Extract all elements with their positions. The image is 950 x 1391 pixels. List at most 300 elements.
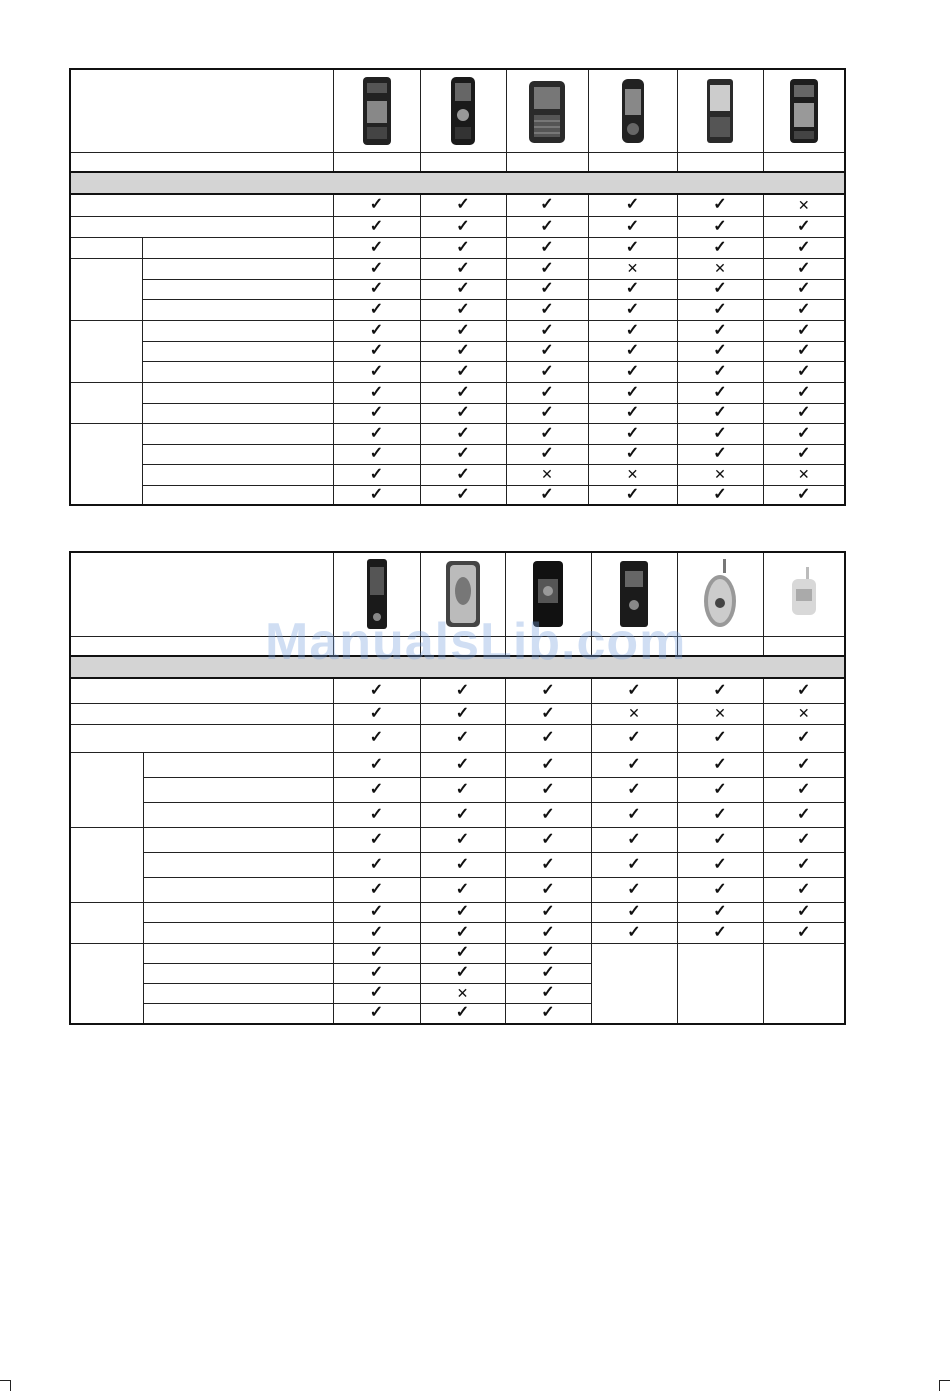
name-row-label — [70, 152, 333, 172]
mark-cell — [591, 852, 677, 877]
mark-cell — [677, 877, 763, 902]
mark-cell — [763, 485, 845, 505]
check-mark-icon: ✓ — [797, 830, 811, 848]
check-mark-icon: ✓ — [797, 280, 811, 297]
mark-cell — [588, 464, 677, 485]
phone-thumbnail-cell — [591, 552, 677, 636]
mark-cell — [763, 827, 845, 852]
check-mark-icon: ✓ — [797, 383, 811, 401]
mark-cell — [588, 320, 677, 341]
check-mark-icon: ✓ — [625, 217, 640, 235]
feature-label — [143, 852, 333, 877]
flip-phone-dark-icon — [614, 557, 654, 631]
feature-label — [70, 703, 333, 724]
phone-thumbnail-cell — [333, 69, 420, 152]
check-mark-icon: ✓ — [625, 424, 640, 442]
check-mark-icon: ✓ — [625, 280, 640, 297]
check-mark-icon: ✓ — [540, 383, 554, 401]
mark-cell — [333, 1003, 420, 1024]
cross-mark-icon: ✕ — [797, 196, 810, 213]
crop-mark — [939, 1380, 950, 1391]
check-mark-icon: ✓ — [541, 704, 555, 722]
phone-name-cell — [506, 152, 588, 172]
feature-label — [142, 464, 333, 485]
check-mark-icon: ✓ — [369, 362, 384, 380]
check-mark-icon: ✓ — [797, 903, 811, 920]
check-mark-icon: ✓ — [456, 485, 470, 503]
mark-cell — [420, 216, 506, 237]
mark-cell — [420, 963, 505, 983]
mark-cell — [333, 963, 420, 983]
cross-mark-icon: ✕ — [797, 705, 810, 721]
check-mark-icon: ✓ — [456, 280, 470, 297]
check-mark-icon: ✓ — [541, 729, 555, 746]
mark-cell — [763, 678, 845, 703]
check-mark-icon: ✓ — [369, 424, 384, 442]
check-mark-icon: ✓ — [627, 780, 641, 798]
mark-cell — [505, 877, 591, 902]
feature-label — [142, 299, 333, 320]
mark-cell — [420, 943, 505, 963]
mark-cell — [588, 485, 677, 505]
name-row-label — [70, 636, 333, 656]
flip-phone-dark-icon — [784, 75, 824, 147]
mark-cell — [588, 237, 677, 258]
crop-mark — [0, 1380, 11, 1391]
cross-mark-icon: ✕ — [797, 466, 810, 482]
check-mark-icon: ✓ — [369, 805, 384, 823]
mark-cell — [420, 802, 505, 827]
check-mark-icon: ✓ — [455, 1004, 470, 1022]
mark-cell — [420, 485, 506, 505]
check-mark-icon: ✓ — [369, 465, 384, 483]
group-label — [70, 943, 143, 1024]
check-mark-icon: ✓ — [369, 383, 384, 401]
mark-cell — [677, 320, 763, 341]
check-mark-icon: ✓ — [713, 362, 727, 380]
mark-cell — [506, 403, 588, 423]
mark-cell — [506, 194, 588, 216]
check-mark-icon: ✓ — [713, 681, 727, 699]
check-mark-icon: ✓ — [627, 830, 641, 848]
check-mark-icon: ✓ — [713, 923, 727, 941]
check-mark-icon: ✓ — [627, 681, 641, 699]
check-mark-icon: ✓ — [456, 383, 470, 401]
flip-phone-dark-icon — [357, 75, 397, 147]
check-mark-icon: ✓ — [797, 729, 811, 746]
mark-cell — [420, 902, 505, 922]
mark-cell — [333, 777, 420, 802]
mark-cell — [588, 194, 677, 216]
feature-label — [142, 485, 333, 505]
mark-cell — [588, 279, 677, 299]
check-mark-icon: ✓ — [456, 404, 470, 421]
empty-merged-cell — [763, 943, 845, 1024]
mark-cell — [677, 902, 763, 922]
empty-merged-cell — [677, 943, 763, 1024]
check-mark-icon: ✓ — [540, 424, 554, 442]
check-mark-icon: ✓ — [455, 964, 470, 981]
check-mark-icon: ✓ — [541, 880, 555, 898]
mark-cell — [505, 963, 591, 983]
mark-cell — [763, 902, 845, 922]
mark-cell — [763, 852, 845, 877]
check-mark-icon: ✓ — [456, 362, 470, 380]
check-mark-icon: ✓ — [369, 196, 384, 214]
group-label — [70, 902, 143, 943]
group-label — [70, 423, 142, 505]
mark-cell — [420, 777, 505, 802]
check-mark-icon: ✓ — [369, 729, 384, 746]
mark-cell — [763, 299, 845, 320]
mark-cell — [420, 724, 505, 752]
check-mark-icon: ✓ — [456, 238, 470, 256]
check-mark-icon: ✓ — [369, 964, 384, 981]
check-mark-icon: ✓ — [369, 238, 384, 256]
check-mark-icon: ✓ — [369, 923, 384, 941]
mark-cell — [333, 444, 420, 464]
check-mark-icon: ✓ — [541, 944, 555, 961]
mark-cell — [333, 299, 420, 320]
check-mark-icon: ✓ — [713, 217, 727, 235]
mark-cell — [763, 724, 845, 752]
feature-label — [70, 724, 333, 752]
mark-cell — [333, 403, 420, 423]
mark-cell — [333, 852, 420, 877]
feature-label — [143, 943, 333, 963]
check-mark-icon: ✓ — [797, 923, 811, 941]
mark-cell — [588, 258, 677, 279]
mark-cell — [763, 403, 845, 423]
phone-thumbnail-cell — [588, 69, 677, 152]
mark-cell — [333, 827, 420, 852]
mark-cell — [677, 724, 763, 752]
check-mark-icon: ✓ — [456, 217, 470, 235]
feature-label — [142, 361, 333, 382]
check-mark-icon: ✓ — [627, 729, 641, 746]
phone-thumbnail-cell — [420, 552, 505, 636]
cross-mark-icon: ✕ — [626, 466, 639, 482]
check-mark-icon: ✓ — [797, 362, 811, 380]
mark-cell — [763, 382, 845, 403]
check-mark-icon: ✓ — [541, 855, 555, 873]
check-mark-icon: ✓ — [713, 880, 727, 898]
mark-cell — [505, 777, 591, 802]
feature-label — [143, 752, 333, 777]
mark-cell — [333, 279, 420, 299]
mark-cell — [333, 678, 420, 703]
mark-cell — [677, 464, 763, 485]
mark-cell — [505, 902, 591, 922]
feature-label — [142, 320, 333, 341]
check-mark-icon: ✓ — [455, 729, 470, 746]
mark-cell — [420, 361, 506, 382]
feature-label — [142, 403, 333, 423]
mark-cell — [506, 485, 588, 505]
phone-thumbnail-cell — [677, 552, 763, 636]
check-mark-icon: ✓ — [625, 445, 640, 462]
mark-cell — [588, 299, 677, 320]
cross-mark-icon: ✕ — [714, 466, 726, 482]
mark-cell — [588, 403, 677, 423]
mark-cell — [333, 258, 420, 279]
check-mark-icon: ✓ — [797, 217, 811, 235]
mark-cell — [333, 423, 420, 444]
mark-cell — [420, 1003, 505, 1024]
group-label — [70, 827, 143, 902]
mark-cell — [505, 827, 591, 852]
check-mark-icon: ✓ — [713, 855, 727, 873]
check-mark-icon: ✓ — [540, 259, 554, 277]
group-label — [70, 752, 143, 827]
section-band — [70, 172, 845, 194]
mark-cell — [677, 361, 763, 382]
feature-label — [142, 444, 333, 464]
mark-cell — [763, 752, 845, 777]
mark-cell — [588, 423, 677, 444]
mark-cell — [591, 777, 677, 802]
check-mark-icon: ✓ — [627, 755, 641, 773]
phone-thumbnail-cell — [677, 69, 763, 152]
check-mark-icon: ✓ — [455, 780, 470, 798]
mark-cell — [505, 1003, 591, 1024]
cross-mark-icon: ✕ — [714, 705, 726, 721]
mark-cell — [333, 237, 420, 258]
check-mark-icon: ✓ — [540, 238, 554, 256]
mark-cell — [763, 194, 845, 216]
check-mark-icon: ✓ — [455, 903, 470, 920]
check-mark-icon: ✓ — [541, 1004, 555, 1022]
phone-name-cell — [763, 152, 845, 172]
check-mark-icon: ✓ — [797, 342, 811, 359]
mark-cell — [677, 423, 763, 444]
mark-cell — [677, 752, 763, 777]
mark-cell — [333, 724, 420, 752]
mark-cell — [505, 922, 591, 943]
mark-cell — [677, 341, 763, 361]
section-band — [70, 656, 845, 678]
mark-cell — [420, 678, 505, 703]
check-mark-icon: ✓ — [797, 855, 811, 873]
mark-cell — [591, 922, 677, 943]
check-mark-icon: ✓ — [797, 238, 811, 256]
mark-cell — [677, 777, 763, 802]
mark-cell — [591, 827, 677, 852]
phone-thumbnail-cell — [763, 552, 845, 636]
phone-thumbnail-cell — [763, 69, 845, 152]
check-mark-icon: ✓ — [541, 805, 555, 823]
mark-cell — [506, 464, 588, 485]
mark-cell — [677, 802, 763, 827]
check-mark-icon: ✓ — [797, 259, 811, 277]
candybar-phone-icon — [443, 75, 483, 147]
feature-label — [143, 902, 333, 922]
mark-cell — [505, 802, 591, 827]
header-blank-cell — [70, 552, 333, 636]
check-mark-icon: ✓ — [369, 830, 384, 848]
check-mark-icon: ✓ — [713, 342, 727, 359]
phone-name-cell — [591, 636, 677, 656]
mark-cell — [420, 464, 506, 485]
mark-cell — [333, 752, 420, 777]
group-label — [70, 258, 142, 320]
mark-cell — [420, 922, 505, 943]
check-mark-icon: ✓ — [540, 342, 554, 359]
mark-cell — [420, 341, 506, 361]
mark-cell — [333, 464, 420, 485]
check-mark-icon: ✓ — [369, 984, 384, 1001]
check-mark-icon: ✓ — [540, 485, 554, 503]
mark-cell — [505, 943, 591, 963]
check-mark-icon: ✓ — [456, 321, 470, 339]
mark-cell — [333, 361, 420, 382]
check-mark-icon: ✓ — [713, 445, 727, 462]
mark-cell — [591, 877, 677, 902]
mark-cell — [505, 703, 591, 724]
check-mark-icon: ✓ — [369, 259, 384, 277]
check-mark-icon: ✓ — [369, 445, 384, 462]
check-mark-icon: ✓ — [455, 704, 470, 722]
mark-cell — [763, 464, 845, 485]
group-label — [70, 382, 142, 423]
cross-mark-icon: ✕ — [626, 260, 639, 276]
check-mark-icon: ✓ — [797, 300, 811, 318]
check-mark-icon: ✓ — [369, 681, 384, 699]
mark-cell — [506, 382, 588, 403]
check-mark-icon: ✓ — [456, 465, 470, 483]
check-mark-icon: ✓ — [455, 855, 470, 873]
mark-cell — [591, 752, 677, 777]
mark-cell — [763, 877, 845, 902]
phone-thumbnail-cell — [505, 552, 591, 636]
mark-cell — [333, 216, 420, 237]
feature-label — [143, 922, 333, 943]
mark-cell — [420, 320, 506, 341]
mark-cell — [591, 703, 677, 724]
mark-cell — [333, 194, 420, 216]
mark-cell — [506, 237, 588, 258]
mark-cell — [506, 299, 588, 320]
check-mark-icon: ✓ — [369, 321, 384, 339]
check-mark-icon: ✓ — [797, 755, 811, 773]
check-mark-icon: ✓ — [713, 196, 727, 214]
mark-cell — [591, 678, 677, 703]
mark-cell — [763, 444, 845, 464]
feature-label — [142, 341, 333, 361]
mark-cell — [677, 258, 763, 279]
check-mark-icon: ✓ — [713, 729, 727, 746]
check-mark-icon: ✓ — [369, 300, 384, 318]
mark-cell — [677, 237, 763, 258]
mark-cell — [333, 877, 420, 902]
phone-name-cell — [763, 636, 845, 656]
mark-cell — [591, 902, 677, 922]
check-mark-icon: ✓ — [797, 321, 811, 339]
check-mark-icon: ✓ — [541, 984, 555, 1001]
check-mark-icon: ✓ — [625, 342, 640, 359]
pda-phone-icon — [700, 75, 740, 147]
mark-cell — [506, 341, 588, 361]
check-mark-icon: ✓ — [369, 780, 384, 798]
check-mark-icon: ✓ — [455, 880, 470, 898]
check-mark-icon: ✓ — [541, 923, 555, 941]
check-mark-icon: ✓ — [625, 485, 640, 503]
feature-label — [143, 1003, 333, 1024]
mark-cell — [420, 423, 506, 444]
mark-cell — [506, 279, 588, 299]
check-mark-icon: ✓ — [625, 300, 640, 318]
feature-label — [143, 827, 333, 852]
check-mark-icon: ✓ — [541, 830, 555, 848]
mark-cell — [333, 802, 420, 827]
check-mark-icon: ✓ — [540, 300, 554, 318]
mark-cell — [763, 922, 845, 943]
check-mark-icon: ✓ — [627, 880, 641, 898]
mark-cell — [506, 320, 588, 341]
check-mark-icon: ✓ — [455, 681, 470, 699]
check-mark-icon: ✓ — [455, 755, 470, 773]
check-mark-icon: ✓ — [456, 196, 470, 214]
mark-cell — [420, 752, 505, 777]
mark-cell — [333, 485, 420, 505]
feature-label — [143, 802, 333, 827]
mark-cell — [505, 983, 591, 1003]
compatibility-table-1 — [69, 68, 846, 506]
mark-cell — [420, 703, 505, 724]
mark-cell — [420, 403, 506, 423]
compatibility-table-2 — [69, 551, 846, 1025]
feature-label — [142, 279, 333, 299]
check-mark-icon: ✓ — [625, 362, 640, 380]
check-mark-icon: ✓ — [625, 238, 640, 256]
mark-cell — [333, 382, 420, 403]
check-mark-icon: ✓ — [369, 485, 384, 503]
check-mark-icon: ✓ — [797, 445, 811, 462]
feature-label — [70, 194, 333, 216]
mark-cell — [420, 279, 506, 299]
mark-cell — [420, 299, 506, 320]
header-blank-cell — [70, 69, 333, 152]
mark-cell — [588, 382, 677, 403]
check-mark-icon: ✓ — [797, 805, 811, 823]
check-mark-icon: ✓ — [713, 424, 727, 442]
mark-cell — [591, 802, 677, 827]
check-mark-icon: ✓ — [369, 704, 384, 722]
check-mark-icon: ✓ — [456, 300, 470, 318]
mark-cell — [420, 983, 505, 1003]
mark-cell — [420, 444, 506, 464]
phone-thumbnail-cell — [333, 552, 420, 636]
mark-cell — [333, 983, 420, 1003]
check-mark-icon: ✓ — [541, 780, 555, 798]
check-mark-icon: ✓ — [541, 964, 555, 981]
phone-name-cell — [505, 636, 591, 656]
mark-cell — [677, 403, 763, 423]
check-mark-icon: ✓ — [797, 780, 811, 798]
cross-mark-icon: ✕ — [456, 984, 469, 1001]
mark-cell — [763, 237, 845, 258]
check-mark-icon: ✓ — [540, 445, 554, 462]
check-mark-icon: ✓ — [369, 1004, 384, 1022]
group-label — [70, 237, 142, 258]
phone-name-cell — [677, 152, 763, 172]
check-mark-icon: ✓ — [369, 944, 384, 961]
check-mark-icon: ✓ — [713, 300, 727, 318]
mark-cell — [588, 444, 677, 464]
check-mark-icon: ✓ — [797, 424, 811, 442]
mark-cell — [677, 827, 763, 852]
check-mark-icon: ✓ — [369, 404, 384, 421]
